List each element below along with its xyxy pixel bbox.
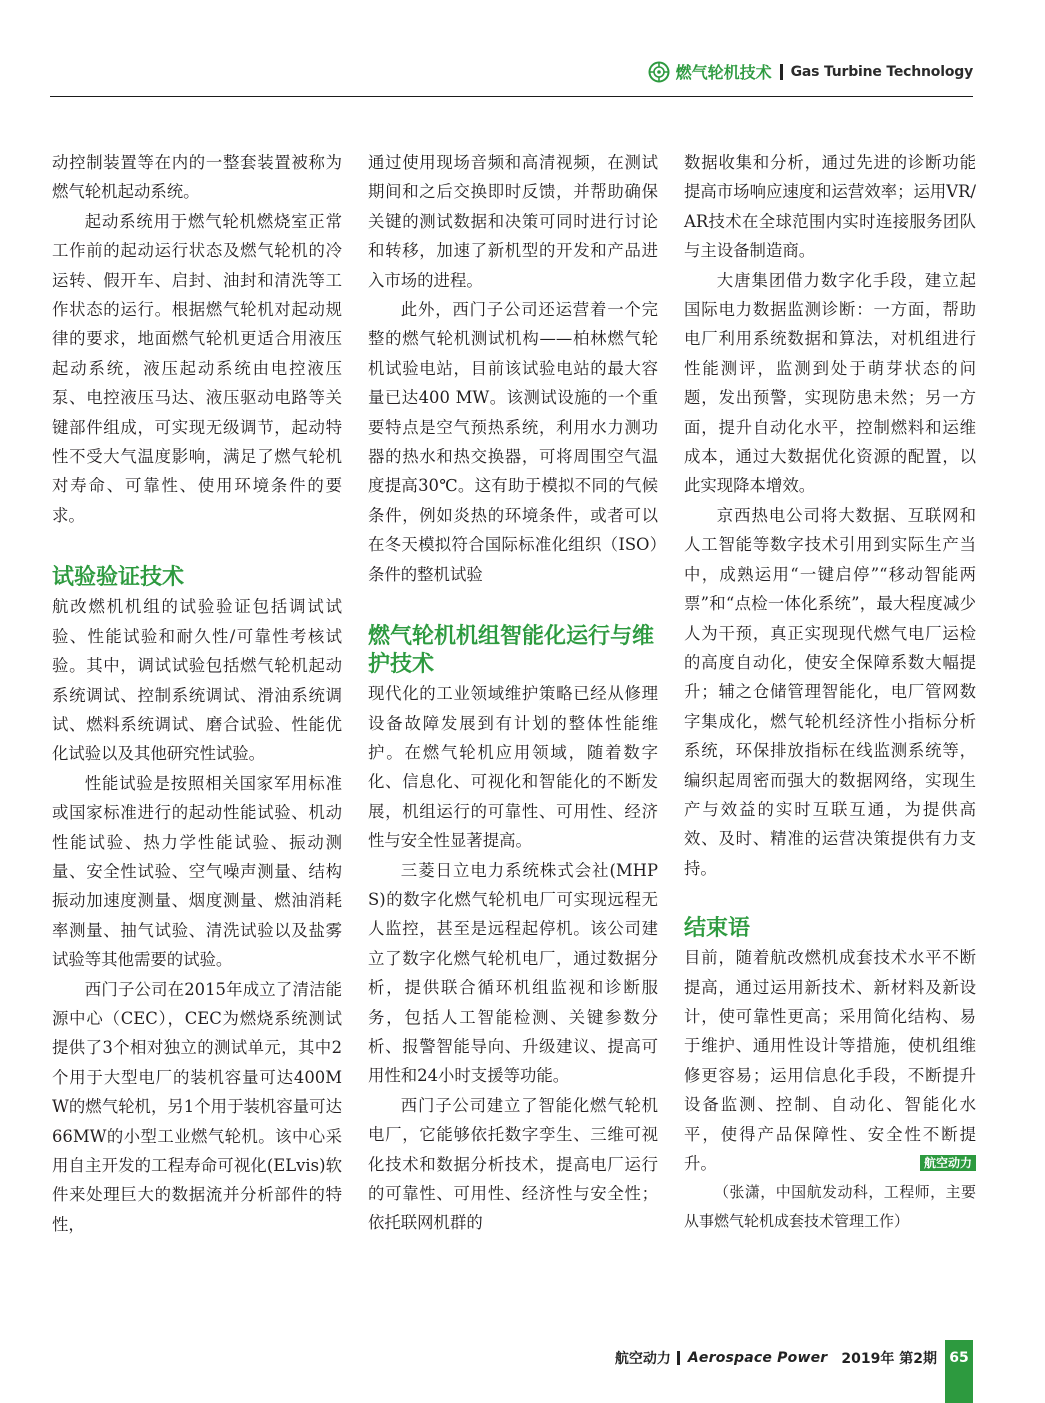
paragraph: 京西热电公司将大数据、互联网和人工智能等数字技术引用到实际生产当中，成熟运用“一键启停”“移动智能两票”和“点检一体化系统”，最大程度减少人为干预，真正实现现代燃气电厂运检的高度自动化，使安全保障系数大幅提升；辅之仓储管理智能化，电厂管网数字集成化，燃气轮机经济性小指标分析系统，环保排放指标在线监测系统等，编织起周密而强大的数据网络，实现生产与效益的实时互联互通，为提供高效、及时、精准的运营决策提供有力支持。 (684, 505, 976, 878)
paragraph: 西门子公司建立了智能化燃气轮机电厂，它能够依托数字孪生、三维可视化技术和数据分析技术，提高电厂运行的可靠性、可用性、经济性与安全性；依托联网机群的 (368, 1095, 658, 1233)
section-heading: 燃气轮机机组智能化运行与维护技术 (368, 624, 655, 678)
header-separator (780, 64, 783, 80)
header-journal-en: Gas Turbine Technology (790, 63, 973, 80)
footer-separator (677, 1351, 680, 1365)
paragraph: 现代化的工业领域维护策略已经从修理设备故障发展到有计划的整体性能维护。在燃气轮机应用领域，随着数字化、信息化、可视化和智能化的不断发展，机组运行的可靠性、可用性、经济性与安全性显著提高。 (368, 684, 658, 851)
paragraph-conclusion (684, 943, 976, 1178)
header-rule (50, 96, 973, 97)
paragraph: 航改燃机机组的试验验证包括调试试验、性能试验和耐久性/可靠性考核试验。其中，调试试验包括燃气轮机起动系统调试、控制系统调试、滑油系统调试、燃料系统调试、磨合试验、性能优化试验以及其他研究性试验。 (52, 597, 342, 764)
paragraph: 动控制装置等在内的一整套装置被称为燃气轮机起动系统。 (52, 153, 342, 202)
header-journal-cn: 燃气轮机技术 (675, 63, 772, 82)
end-mark-badge: 航空动力 (920, 1155, 976, 1171)
paragraph: 三菱日立电力系统株式会社(MHPS)的数字化燃气轮机电厂可实现远程无人监控，甚至是远程起停机。该公司建立了数字化燃气轮机电厂，通过数据分析，提供联合循环机组监视和诊断服务，包括人工智能检测、关键参数分析、报警智能导向、升级建议、提高可用性和24小时支援等功能。 (368, 860, 658, 1086)
column-3 (684, 148, 976, 1236)
running-head (648, 60, 973, 83)
journal-logo-icon (648, 61, 670, 83)
paragraph: 西门子公司在2015年成立了清洁能源中心（CEC），CEC为燃烧系统测试提供了3个相对独立的测试单元，其中2个用于大型电厂的装机容量可达400MW的燃气轮机，另1个用于装机容量可达66MW的小型工业燃气轮机。该中心采用自主开发的工程寿命可视化(ELvis)软件来处理巨大的数据流并分析部件的特性， (52, 979, 342, 1234)
column-1 (52, 148, 342, 1239)
page-header (0, 0, 1045, 100)
paragraph: 数据收集和分析，通过先进的诊断功能提高市场响应速度和运营效率；运用VR/AR技术在全球范围内实时连接服务团队与主设备制造商。 (684, 153, 976, 261)
conclusion-text: 目前，随着航改燃机成套技术水平不断提高，通过运用新技术、新材料及新设计，使可靠性更高；采用简化结构、易于维护、通用性设计等措施，使机组维修更容易；运用信息化手段，不断提升设备监测、控制、自动化、智能化水平，使得产品保障性、安全性不断提升。 (684, 948, 976, 1173)
author-bio: （张潇，中国航发动科，工程师，主要从事燃气轮机成套技术管理工作） (684, 1183, 976, 1231)
page-footer (0, 1340, 1045, 1403)
paragraph: 性能试验是按照相关国家军用标准或国家标准进行的起动性能试验、机动性能试验、热力学性能试验、振动测量、安全性试验、空气噪声测量、结构振动加速度测量、烟度测量、燃油消耗率测量、抽气试验、清洗试验以及盐雾试验等其他需要的试验。 (52, 773, 342, 970)
section-heading: 结束语 (684, 916, 751, 942)
section-heading: 试验验证技术 (52, 565, 185, 591)
paragraph: 此外，西门子公司还运营着一个完整的燃气轮机测试机构——柏林燃气轮机试验电站，目前该试验电站的最大容量已达400 MW。该测试设施的一个重要特点是空气预热系统，利用水力测功器的热水和热交换器，可将周围空气温度提高30℃。这有助于模拟不同的气候条件，例如炎热的环境条件，或者可以在冬天模拟符合国际标准化组织（ISO）条件的整机试验 (368, 300, 658, 584)
paragraph: 通过使用现场音频和高清视频，在测试期间和之后交换即时反馈，并帮助确保关键的测试数据和决策可同时进行讨论和转移，加速了新机型的开发和产品进入市场的进程。 (368, 153, 658, 290)
page-number: 65 (945, 1340, 973, 1403)
running-foot (615, 1348, 937, 1368)
paragraph: 起动系统用于燃气轮机燃烧室正常工作前的起动运行状态及燃气轮机的冷运转、假开车、启封、油封和清洗等工作状态的运行。根据燃气轮机对起动规律的要求，地面燃气轮机更适合用液压起动系统，液压起动系统由电控液压泵、电控液压马达、液压驱动电路等关键部件组成，可实现无级调节，起动特性不受大气温度影响，满足了燃气轮机对寿命、可靠性、使用环境条件的要求。 (52, 211, 342, 525)
paragraph: 大唐集团借力数字化手段，建立起国际电力数据监测诊断：一方面，帮助电厂利用系统数据和算法，对机组进行性能测评，监测到处于萌芽状态的问题，发出预警，实现防患未然；另一方面，提升自动化水平，控制燃料和运维成本，通过大数据优化资源的配置，以此实现降本增效。 (684, 270, 976, 496)
footer-journal-en: Aerospace Power (687, 1350, 828, 1366)
column-2 (368, 148, 658, 1238)
footer-issue: 2019年 第2期 (841, 1351, 937, 1367)
footer-journal-cn: 航空动力 (614, 1351, 671, 1367)
